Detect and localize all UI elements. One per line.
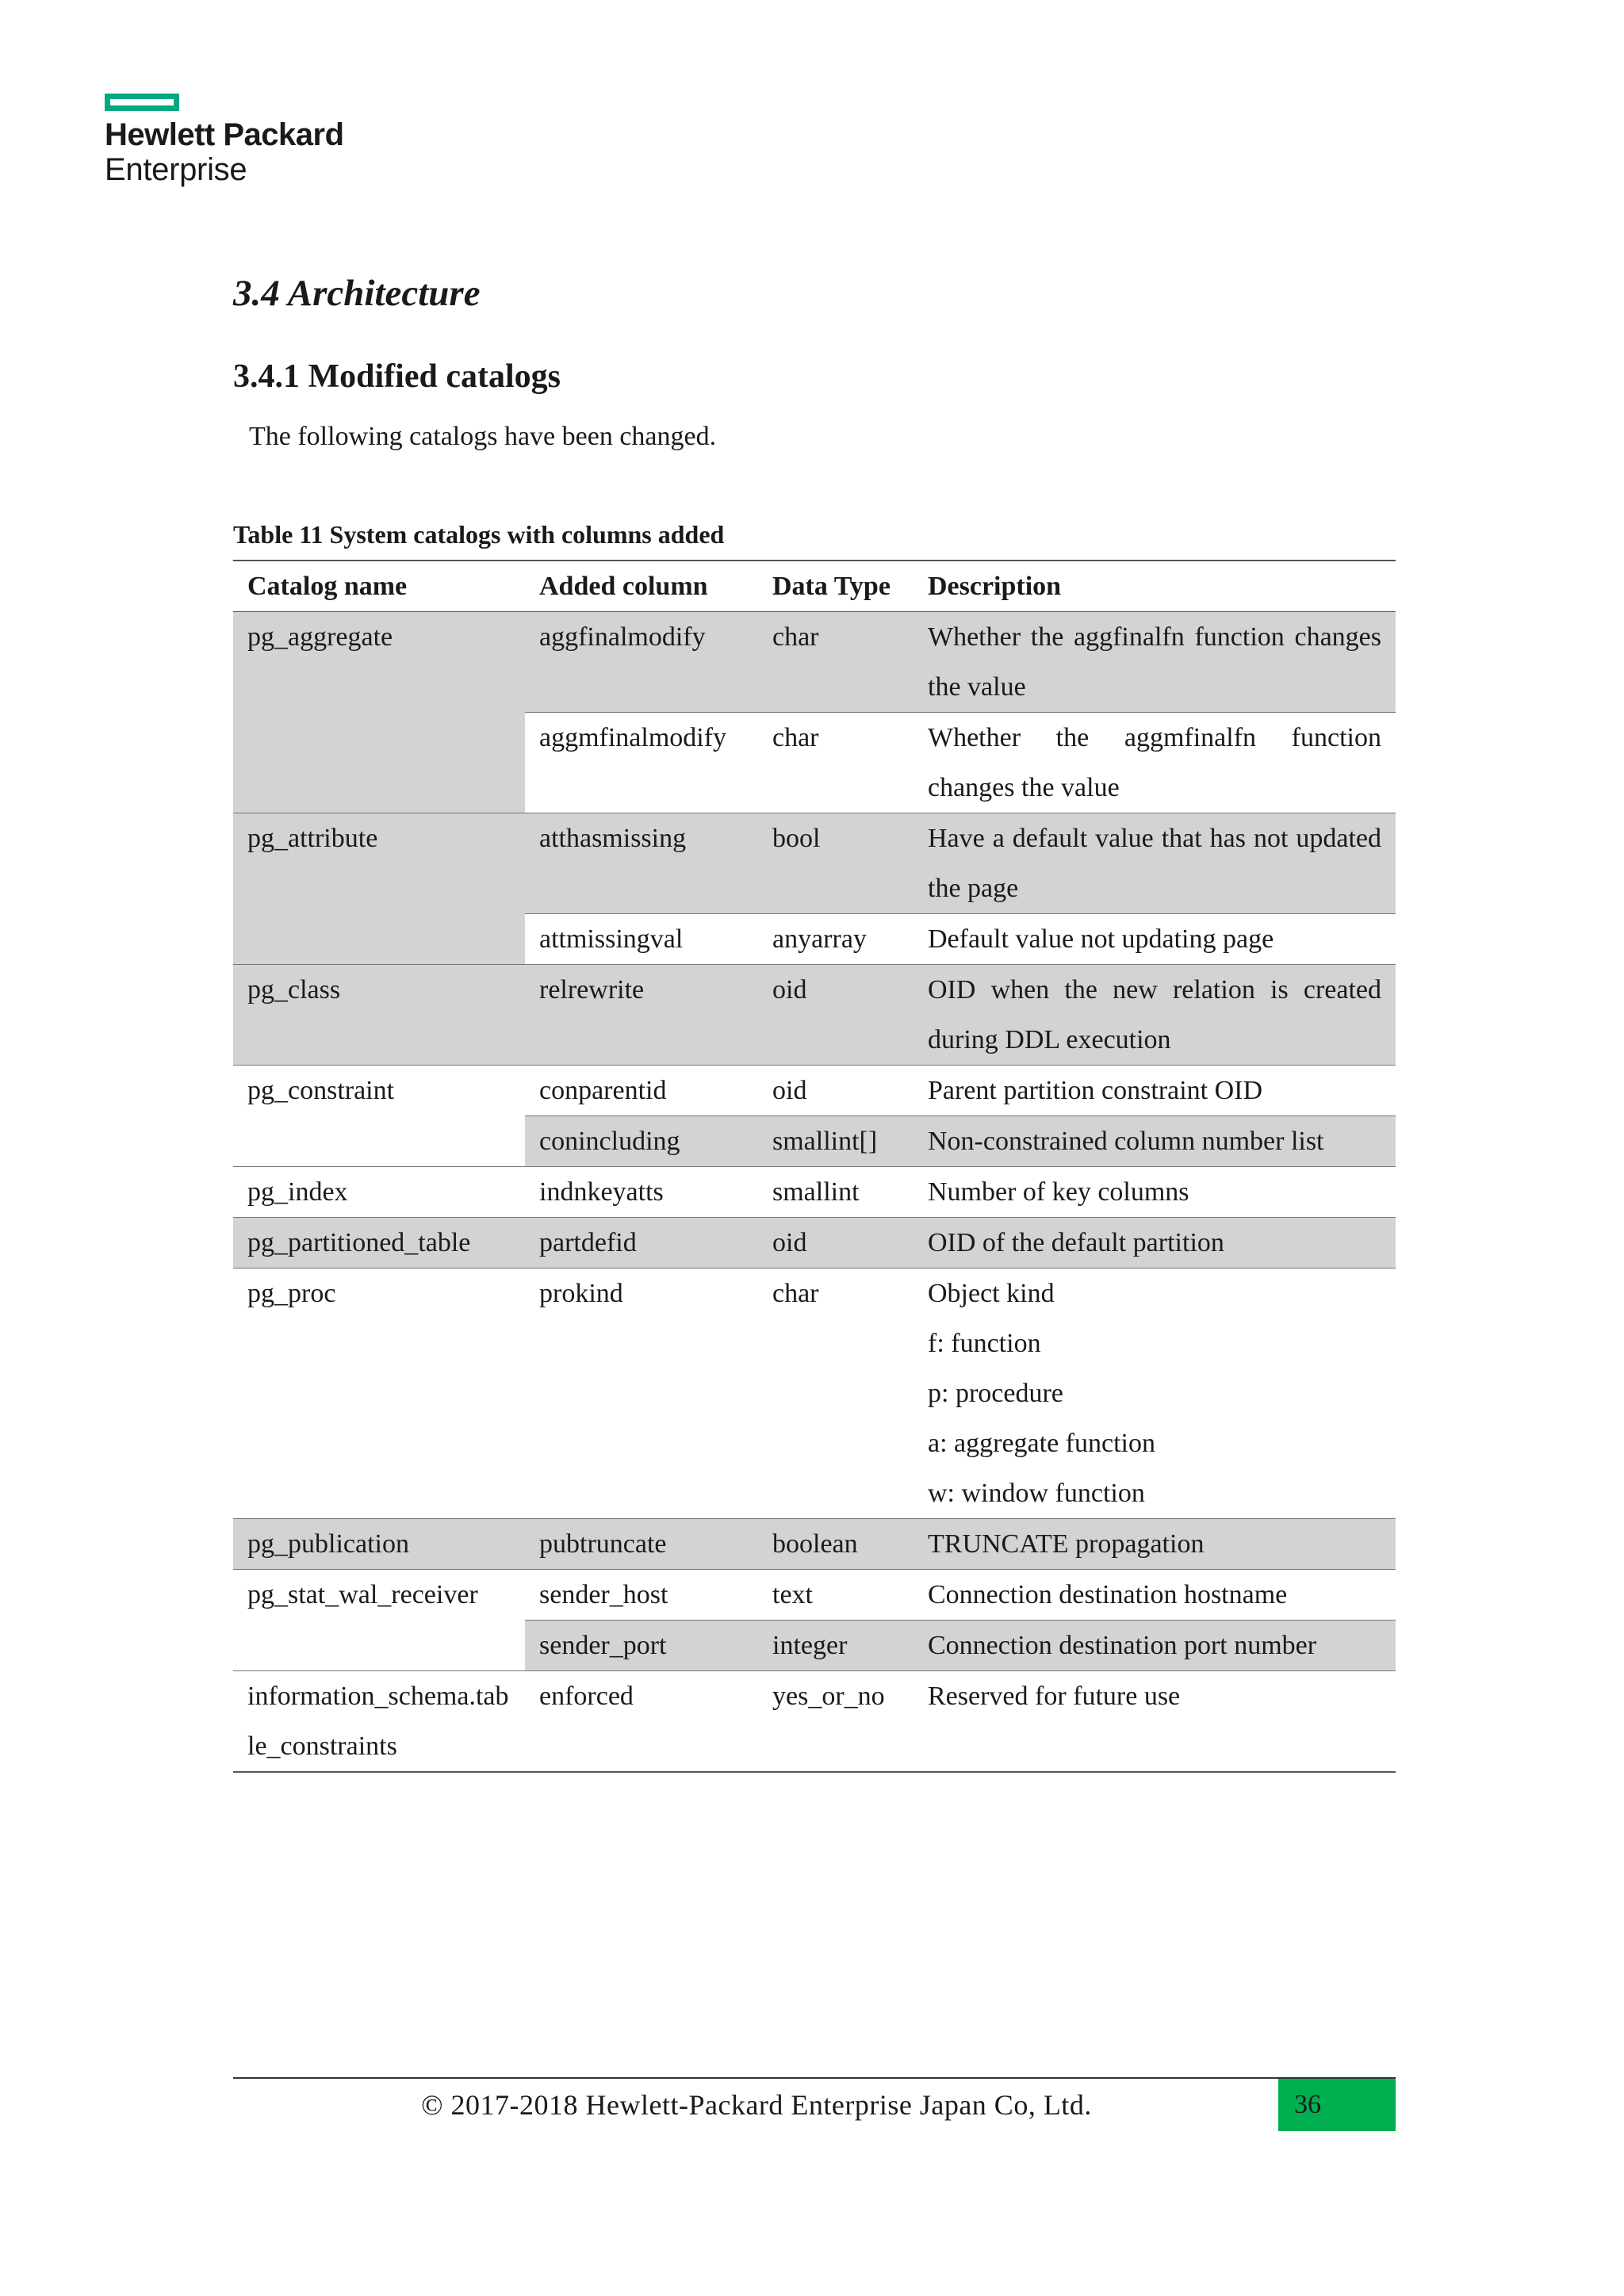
cell-column: pubtruncate [525, 1519, 758, 1570]
table-header-row [233, 561, 1396, 612]
page-number: 36 [1278, 2079, 1396, 2131]
cell-catalog: pg_class [233, 965, 525, 1066]
cell-type: char [758, 1269, 914, 1519]
cell-catalog: pg_constraint [233, 1066, 525, 1167]
intro-paragraph: The following catalogs have been changed. [249, 422, 717, 451]
cell-type: char [758, 612, 914, 713]
logo-mark-icon [105, 94, 179, 111]
cell-description: Non-constrained column number list [914, 1116, 1396, 1167]
description-line: p: procedure [928, 1379, 1063, 1408]
cell-type: boolean [758, 1519, 914, 1570]
cell-description: Whether the aggfinalfn function changes the value [914, 612, 1396, 713]
cell-description [914, 1269, 1396, 1519]
cell-column: sender_port [525, 1621, 758, 1671]
cell-column: enforced [525, 1671, 758, 1773]
table-row [233, 1218, 1396, 1269]
logo-wordmark-line2: Enterprise [105, 152, 247, 187]
footer-copyright: © 2017-2018 Hewlett-Packard Enterprise Japan Co, Ltd. [421, 2089, 1092, 2121]
table-row [233, 1519, 1396, 1570]
cell-column: conincluding [525, 1116, 758, 1167]
cell-description: Number of key columns [914, 1167, 1396, 1218]
cell-type: bool [758, 813, 914, 914]
cell-catalog: pg_stat_wal_receiver [233, 1570, 525, 1671]
cell-column: relrewrite [525, 965, 758, 1066]
cell-column: conparentid [525, 1066, 758, 1116]
cell-column: prokind [525, 1269, 758, 1519]
cell-type: oid [758, 1066, 914, 1116]
subsection-title: 3.4.1 Modified catalogs [233, 358, 561, 395]
table-row [233, 1570, 1396, 1621]
description-line: f: function [928, 1329, 1041, 1358]
cell-description: OID of the default partition [914, 1218, 1396, 1269]
header-description: Description [914, 561, 1396, 612]
cell-type: yes_or_no [758, 1671, 914, 1773]
cell-column: partdefid [525, 1218, 758, 1269]
cell-description: Reserved for future use [914, 1671, 1396, 1773]
cell-type: oid [758, 965, 914, 1066]
cell-column: sender_host [525, 1570, 758, 1621]
section-title: 3.4 Architecture [233, 273, 481, 314]
cell-type: oid [758, 1218, 914, 1269]
table-row [233, 965, 1396, 1066]
footer-divider [233, 2077, 1396, 2079]
company-logo [105, 94, 344, 187]
description-line: a: aggregate function [928, 1429, 1155, 1458]
cell-column: aggfinalmodify [525, 612, 758, 713]
table-row [233, 1066, 1396, 1116]
cell-catalog: pg_partitioned_table [233, 1218, 525, 1269]
cell-catalog: pg_index [233, 1167, 525, 1218]
cell-type: text [758, 1570, 914, 1621]
cell-column: aggmfinalmodify [525, 713, 758, 813]
cell-column: attmissingval [525, 914, 758, 965]
catalogs-table [233, 560, 1396, 1773]
header-added-column: Added column [525, 561, 758, 612]
description-line: Object kind [928, 1279, 1055, 1308]
cell-catalog: information_schema.table_constraints [233, 1671, 525, 1773]
table-row [233, 813, 1396, 914]
table-row [233, 1269, 1396, 1519]
cell-description: Parent partition constraint OID [914, 1066, 1396, 1116]
header-catalog-name: Catalog name [233, 561, 525, 612]
table-row [233, 1167, 1396, 1218]
cell-catalog: pg_proc [233, 1269, 525, 1519]
cell-catalog: pg_aggregate [233, 612, 525, 813]
cell-catalog: pg_publication [233, 1519, 525, 1570]
cell-description: Connection destination hostname [914, 1570, 1396, 1621]
cell-description: Default value not updating page [914, 914, 1396, 965]
table-row [233, 1671, 1396, 1773]
header-data-type: Data Type [758, 561, 914, 612]
cell-column: atthasmissing [525, 813, 758, 914]
logo-wordmark-line1: Hewlett Packard [105, 117, 344, 152]
cell-type: char [758, 713, 914, 813]
cell-description: Have a default value that has not updated the page [914, 813, 1396, 914]
cell-description: OID when the new relation is created during DDL execution [914, 965, 1396, 1066]
cell-catalog: pg_attribute [233, 813, 525, 965]
cell-description: Connection destination port number [914, 1621, 1396, 1671]
cell-type: anyarray [758, 914, 914, 965]
description-line: w: window function [928, 1479, 1145, 1508]
cell-type: smallint[] [758, 1116, 914, 1167]
cell-column: indnkeyatts [525, 1167, 758, 1218]
table-caption: Table 11 System catalogs with columns added [233, 520, 725, 549]
cell-description: Whether the aggmfinalfn function changes the value [914, 713, 1396, 813]
cell-type: smallint [758, 1167, 914, 1218]
cell-type: integer [758, 1621, 914, 1671]
table-row [233, 612, 1396, 713]
cell-description: TRUNCATE propagation [914, 1519, 1396, 1570]
